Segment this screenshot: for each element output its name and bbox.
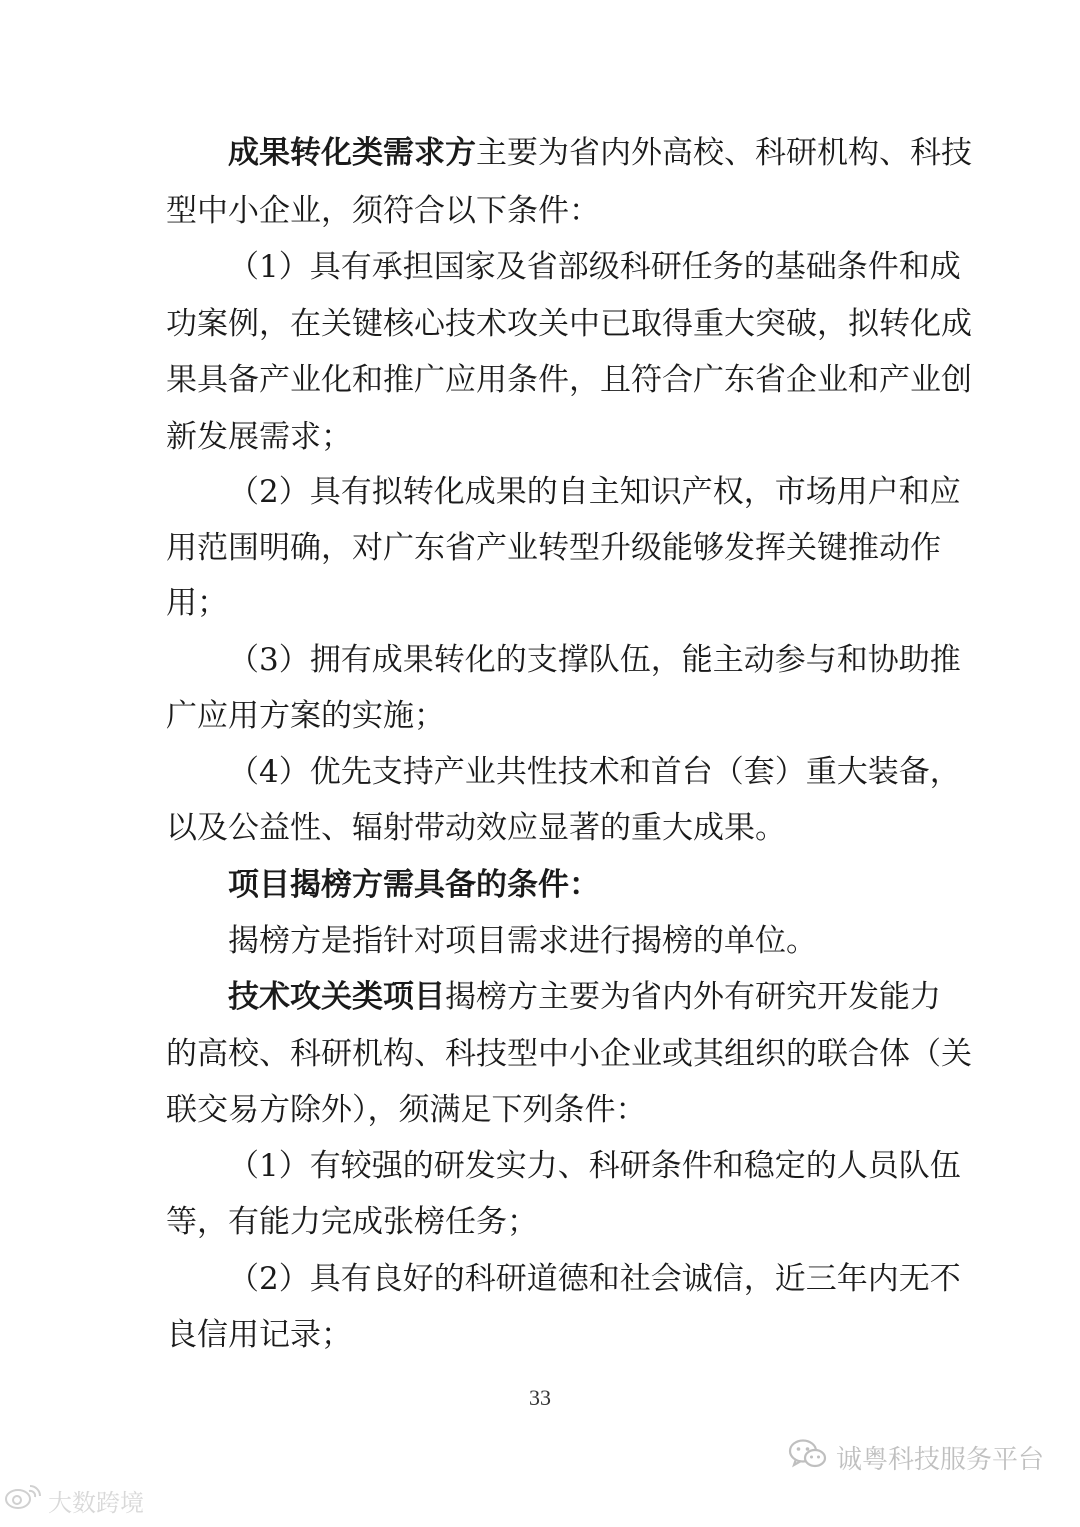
paragraph-line [228, 632, 961, 688]
line-text: 等，有能力完成张榜任务； [166, 1204, 538, 1240]
line-text: 广应用方案的实施； [166, 698, 445, 734]
paragraph-line [166, 183, 918, 239]
paragraph-line [228, 239, 961, 295]
line-text: 揭榜方主要为省内外有研究开发能力 [445, 979, 941, 1015]
line-text: 型中小企业，须符合以下条件： [166, 193, 600, 229]
page-number: 33 [529, 1385, 551, 1410]
line-text: （3）拥有成果转化的支撑队伍，能主动参与和协助推 [228, 642, 961, 678]
paragraph-line [228, 1251, 961, 1307]
paragraph-line [166, 409, 918, 465]
paragraph-line [228, 744, 961, 800]
line-text: 揭榜方是指针对项目需求进行揭榜的单位。 [228, 923, 817, 959]
line-text: （2）具有拟转化成果的自主知识产权，市场用户和应 [228, 474, 961, 510]
line-text: （1）具有承担国家及省部级科研任务的基础条件和成 [228, 249, 961, 285]
paragraph-line [166, 296, 972, 352]
line-text: （1）有较强的研发实力、科研条件和稳定的人员队伍 [228, 1148, 961, 1184]
paragraph-line [228, 125, 972, 181]
line-text: 良信用记录； [166, 1317, 352, 1353]
paragraph-line [228, 1138, 961, 1194]
paragraph-line [166, 1082, 918, 1138]
line-text: 主要为省内外高校、科研机构、科技 [476, 135, 972, 171]
line-text: 用范围明确，对广东省产业转型升级能够发挥关键推动作 [166, 530, 941, 566]
line-text: 的高校、科研机构、科技型中小企业或其组织的联合体（关 [166, 1036, 972, 1072]
watermark-text: 大数跨境 [48, 1488, 144, 1517]
line-text: 用； [166, 585, 228, 621]
bold-lead: 技术攻关类项目 [228, 979, 445, 1015]
paragraph-line [166, 520, 941, 576]
bold-lead: 成果转化类需求方 [228, 135, 476, 171]
watermark-wechat [788, 1437, 1044, 1477]
watermark-text: 诚粤科技服务平台 [835, 1444, 1044, 1475]
line-text: 新发展需求； [166, 419, 352, 455]
paragraph-line [166, 1307, 918, 1363]
line-text: 以及公益性、辐射带动效应显著的重大成果。 [166, 810, 786, 846]
paragraph-line [166, 575, 918, 631]
paragraph-line [166, 1026, 972, 1082]
paragraph-line [166, 688, 918, 744]
section-heading [228, 857, 918, 913]
line-text: （4）优先支持产业共性技术和首台（套）重大装备， [228, 754, 961, 790]
paragraph-line [166, 352, 972, 408]
paragraph-line [228, 464, 961, 520]
bold-lead: 项目揭榜方需具备的条件： [228, 867, 600, 903]
paragraph-line [228, 969, 941, 1025]
line-text: （2）具有良好的科研道德和社会诚信，近三年内无不 [228, 1261, 961, 1297]
paragraph-line [166, 800, 918, 856]
watermark-weibo [4, 1483, 144, 1517]
wechat-icon [788, 1438, 828, 1477]
line-text: 联交易方除外），须满足下列条件： [166, 1092, 647, 1128]
line-text: 果具备产业化和推广应用条件，且符合广东省企业和产业创 [166, 362, 972, 398]
line-text: 功案例，在关键核心技术攻关中已取得重大突破，拟转化成 [166, 306, 972, 342]
weibo-icon [4, 1482, 44, 1518]
paragraph-line [228, 913, 918, 969]
paragraph-line [166, 1194, 918, 1250]
